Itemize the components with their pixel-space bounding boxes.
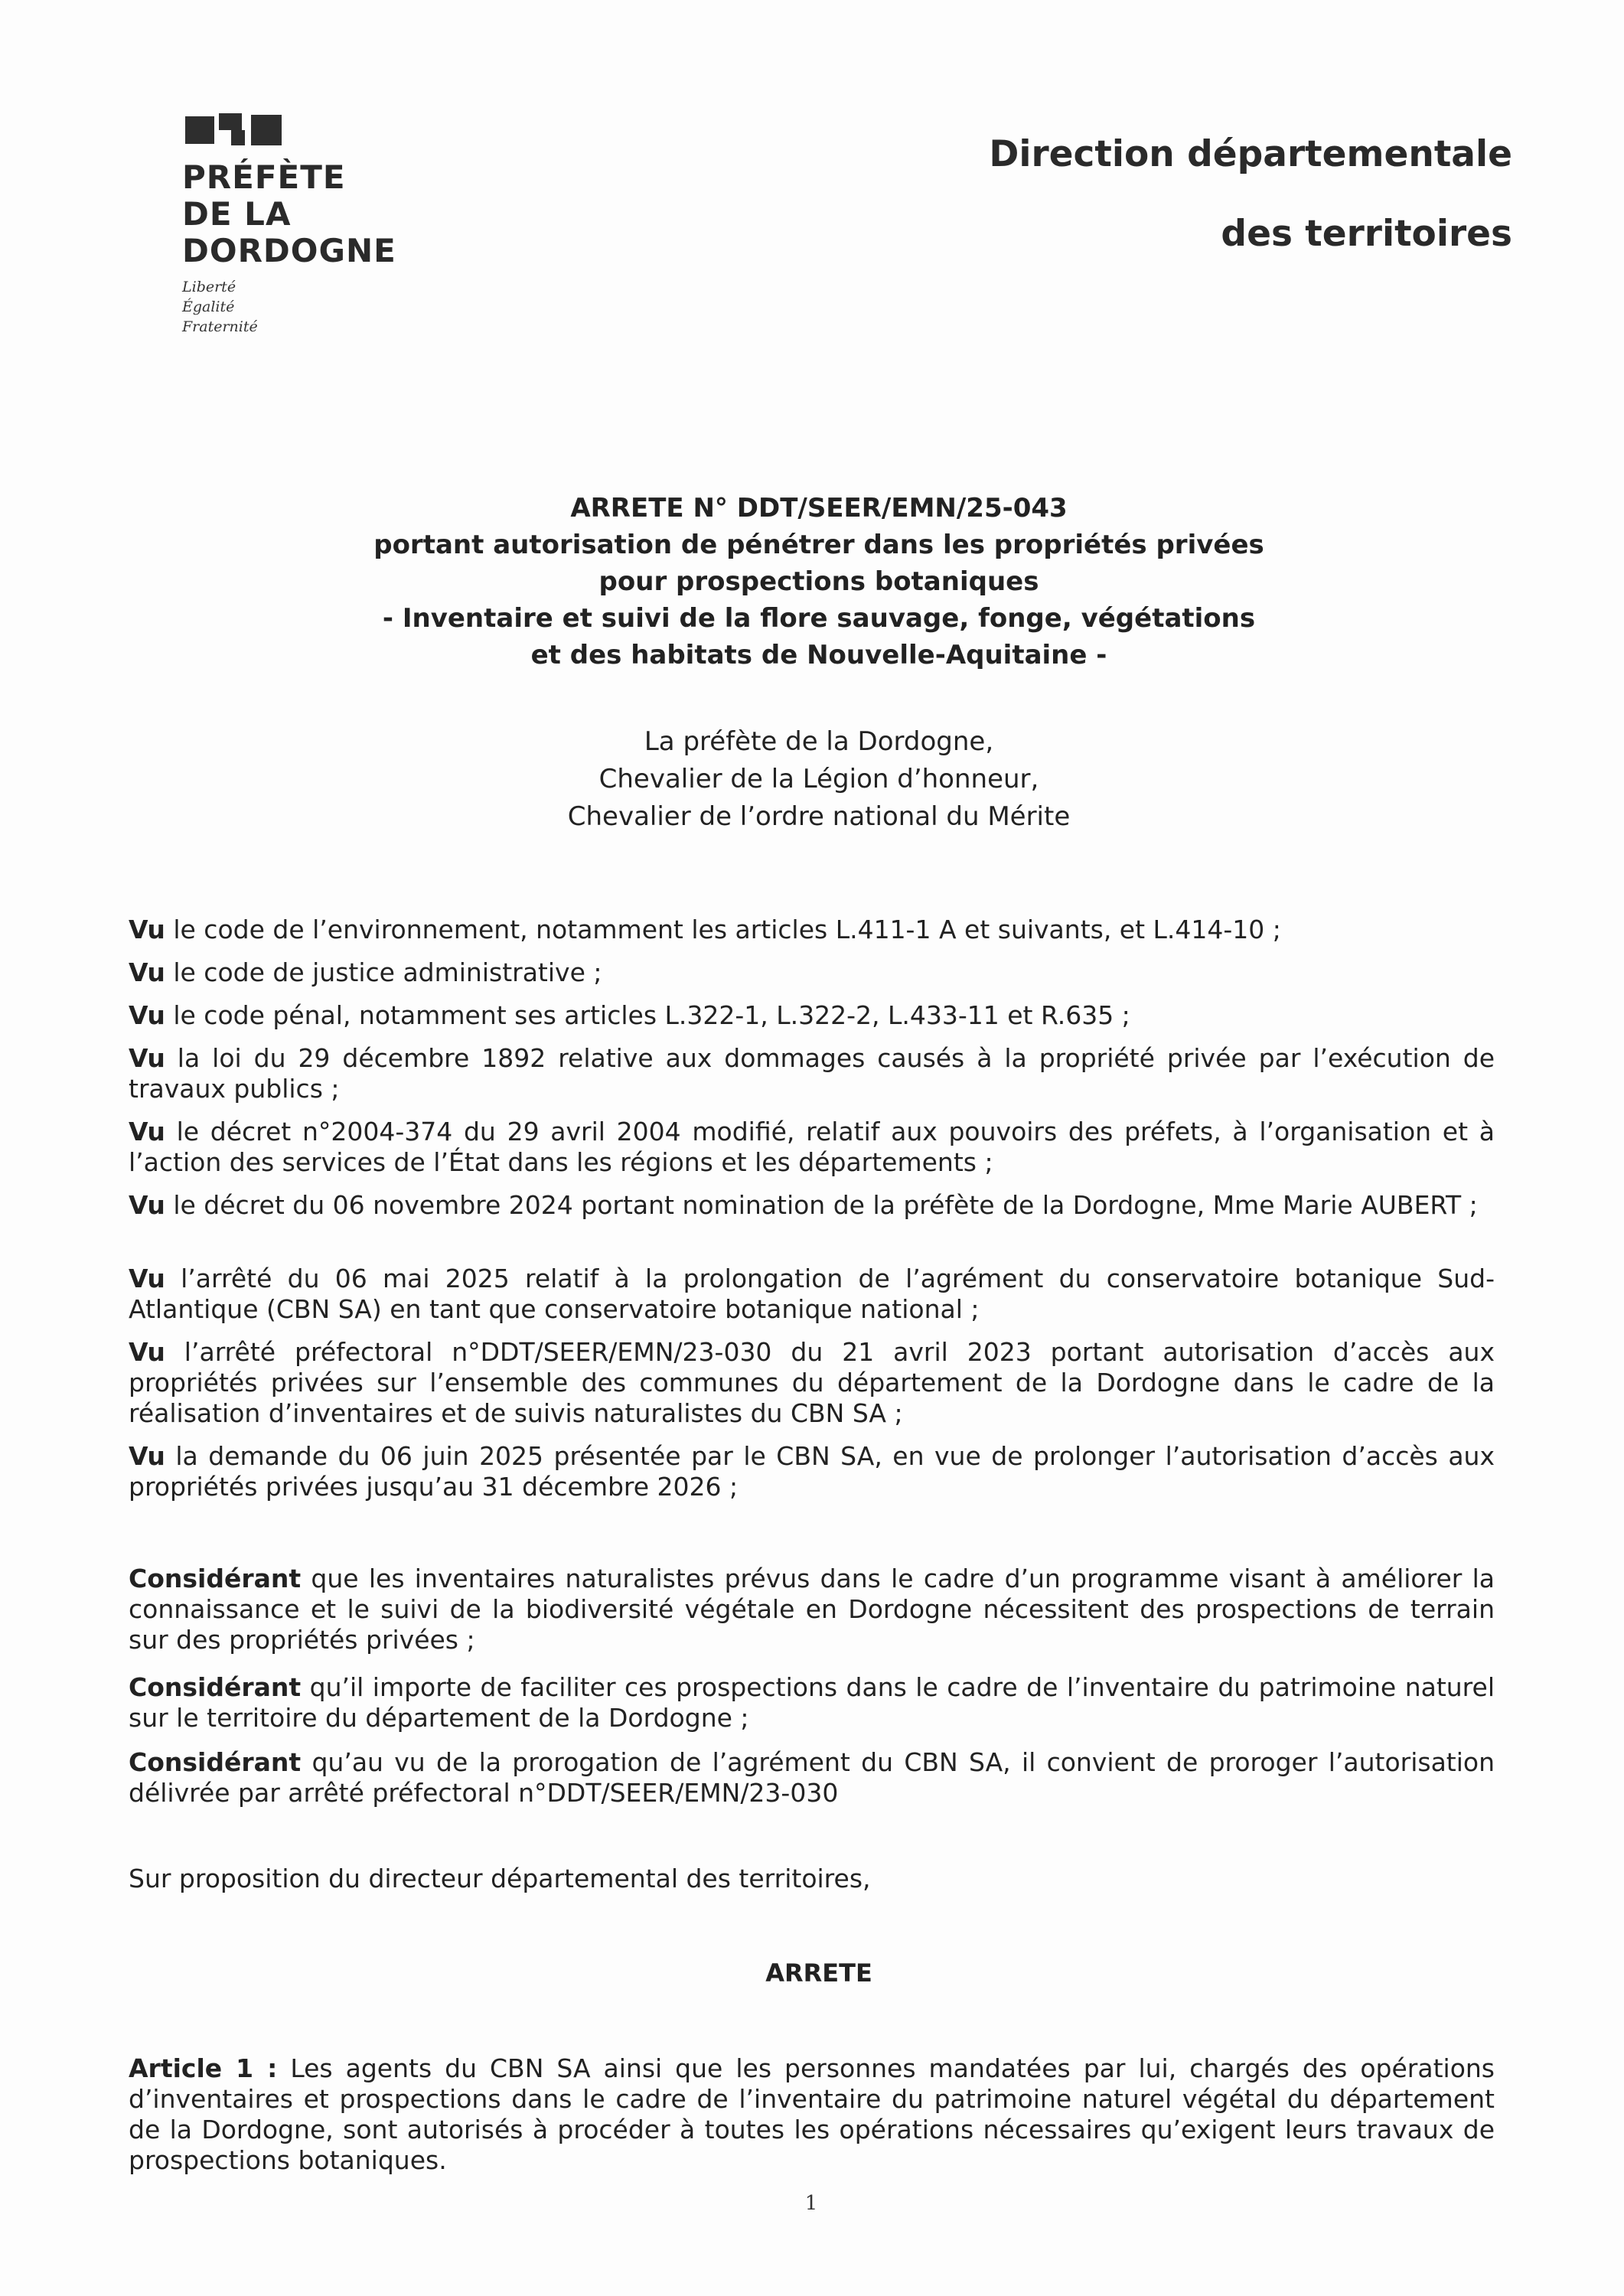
visa-paragraph bbox=[129, 1337, 1495, 1429]
visa-lead: Vu bbox=[129, 1043, 165, 1073]
visa-text: le décret n°2004-374 du 29 avril 2004 modifié, relatif aux pouvoirs des préfets, à l’organisation et à l’action des services de l’État dans les régions et les départements ; bbox=[129, 1117, 1495, 1177]
decision-heading: ARRETE bbox=[765, 1958, 872, 1988]
service-line: des territoires bbox=[1221, 213, 1512, 255]
considerant-paragraph bbox=[129, 1747, 1495, 1808]
authority-name bbox=[182, 159, 396, 269]
visa-lead: Vu bbox=[129, 1000, 165, 1030]
motto-line: Égalité bbox=[182, 298, 235, 315]
visa-text: la demande du 06 juin 2025 présentée par le CBN SA, en vue de prolonger l’autorisation d’accès aux propriétés privées jusqu’au 31 décembre 2026 ; bbox=[129, 1441, 1495, 1502]
visa-lead: Vu bbox=[129, 915, 165, 944]
proposition-paragraph: Sur proposition du directeur départemental des territoires, bbox=[129, 1864, 871, 1893]
considerant-text: qu’il importe de faciliter ces prospections dans le cadre de l’inventaire du patrimoine naturel sur le territoire du département de la Dordogne ; bbox=[129, 1672, 1495, 1733]
motto-line: Fraternité bbox=[182, 318, 258, 335]
title-line: et des habitats de Nouvelle-Aquitaine - bbox=[530, 640, 1107, 670]
authority-line: DE LA bbox=[182, 195, 292, 233]
decree-title bbox=[230, 490, 1408, 673]
considerant-lead: Considérant bbox=[129, 1564, 302, 1593]
visa-paragraph bbox=[129, 1441, 1495, 1502]
considerant-paragraph bbox=[129, 1564, 1495, 1655]
signatory-line: Chevalier de l’ordre national du Mérite bbox=[567, 801, 1071, 832]
article-1-paragraph bbox=[129, 2053, 1495, 2176]
title-line: - Inventaire et suivi de la flore sauvage, fonge, végétations bbox=[382, 603, 1256, 634]
authority-line: PRÉFÈTE bbox=[182, 158, 346, 196]
visa-lead: Vu bbox=[129, 1117, 165, 1146]
visa-paragraph bbox=[129, 1264, 1495, 1325]
title-line: pour prospections botaniques bbox=[598, 566, 1039, 597]
authority-line: DORDOGNE bbox=[182, 232, 396, 269]
visa-lead: Vu bbox=[129, 1441, 165, 1471]
visa-paragraph bbox=[129, 1043, 1495, 1104]
marianne-logo-icon bbox=[185, 113, 283, 148]
considerant-paragraph bbox=[129, 1672, 1495, 1733]
visa-text: le décret du 06 novembre 2024 portant nomination de la préfète de la Dordogne, Mme Marie AUBERT ; bbox=[165, 1190, 1478, 1220]
visa-lead: Vu bbox=[129, 957, 165, 987]
visa-paragraph bbox=[129, 1190, 1495, 1221]
signatory-line: La préfète de la Dordogne, bbox=[644, 726, 994, 757]
article-lead: Article 1 : bbox=[129, 2053, 278, 2083]
visa-text: le code de justice administrative ; bbox=[165, 957, 602, 987]
considerant-lead: Considérant bbox=[129, 1747, 302, 1777]
visa-text: le code pénal, notamment ses articles L.322-1, L.322-2, L.433-11 et R.635 ; bbox=[165, 1000, 1130, 1030]
page-number: 1 bbox=[804, 2192, 818, 2215]
visa-text: le code de l’environnement, notamment les articles L.411-1 A et suivants, et L.414-10 ; bbox=[165, 915, 1281, 944]
visa-paragraph bbox=[129, 915, 1495, 945]
visa-text: la loi du 29 décembre 1892 relative aux dommages causés à la propriété privée par l’exécution de travaux publics ; bbox=[129, 1043, 1495, 1104]
motto-line: Liberté bbox=[182, 279, 236, 295]
visa-paragraph bbox=[129, 957, 1495, 988]
visa-paragraph bbox=[129, 1117, 1495, 1178]
visa-lead: Vu bbox=[129, 1190, 165, 1220]
title-line: ARRETE N° DDT/SEER/EMN/25-043 bbox=[570, 493, 1068, 523]
visa-text: l’arrêté préfectoral n°DDT/SEER/EMN/23-030 du 21 avril 2023 portant autorisation d’accès aux propriétés privées sur l’ensemble des communes du département de la Dordogne dans le cadre de la réalisation d’inventaires et de suivis naturalistes du CBN SA ; bbox=[129, 1337, 1495, 1428]
title-line: portant autorisation de pénétrer dans les propriétés privées bbox=[373, 530, 1264, 560]
considerant-text: qu’au vu de la prorogation de l’agrément du CBN SA, il convient de proroger l’autorisation délivrée par arrêté préfectoral n°DDT/SEER/EMN/23-030 bbox=[129, 1747, 1495, 1808]
visa-paragraph bbox=[129, 1000, 1495, 1031]
service-name bbox=[989, 115, 1512, 274]
visa-lead: Vu bbox=[129, 1264, 165, 1293]
visa-lead: Vu bbox=[129, 1337, 165, 1367]
article-text: Les agents du CBN SA ainsi que les personnes mandatées par lui, chargés des opérations d’inventaires et prospections dans le cadre de l’inventaire du patrimoine naturel végétal du département de la Dordogne, sont autorisés à procéder à toutes les opérations nécessaires qu’exigent leurs travaux de prospections botaniques. bbox=[129, 2053, 1495, 2175]
republic-motto bbox=[182, 277, 258, 337]
signatory-line: Chevalier de la Légion d’honneur, bbox=[598, 764, 1039, 794]
service-line: Direction départementale bbox=[989, 133, 1512, 175]
visa-text: l’arrêté du 06 mai 2025 relatif à la prolongation de l’agrément du conservatoire botanique Sud-Atlantique (CBN SA) en tant que conservatoire botanique national ; bbox=[129, 1264, 1495, 1324]
considerant-lead: Considérant bbox=[129, 1672, 302, 1702]
considerant-text: que les inventaires naturalistes prévus dans le cadre d’un programme visant à améliorer la connaissance et le suivi de la biodiversité végétale en Dordogne nécessitent des prospections de terrain sur des propriétés privées ; bbox=[129, 1564, 1495, 1655]
signatory-block bbox=[230, 723, 1408, 836]
